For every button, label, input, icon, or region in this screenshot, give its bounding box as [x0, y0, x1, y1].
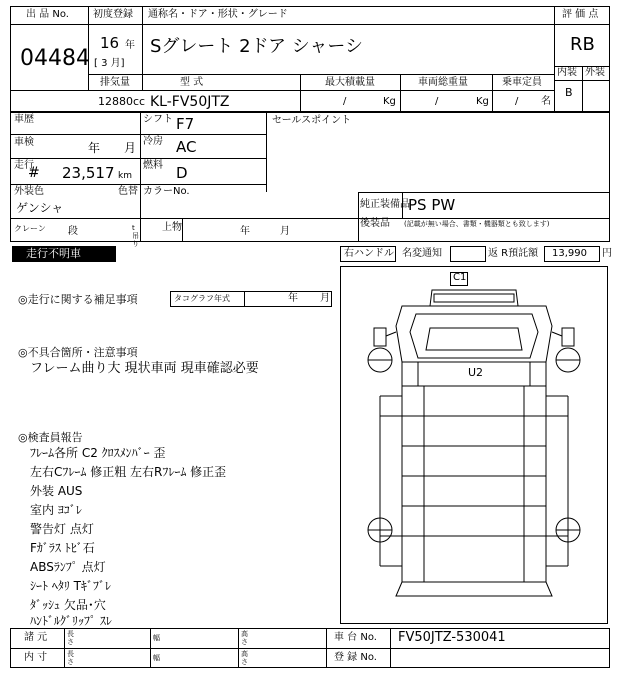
interior-grade: B [565, 86, 573, 99]
inspector-line: 外装 AUS [30, 484, 83, 498]
height-label: 高さ [241, 630, 248, 646]
inspector-line: ABSﾗﾝﾌﾟ 点灯 [30, 560, 106, 574]
crane-step-unit: 段 [68, 226, 78, 237]
inspector-line: 警告灯 点灯 [30, 522, 94, 536]
bed-month-unit: 月 [280, 226, 290, 237]
max-load-value: / [343, 96, 347, 107]
mileage-value: 23,517 [62, 164, 115, 182]
tachograph-label: タコグラフ年式 [174, 294, 230, 303]
mileage-label: 走行 [14, 160, 34, 171]
history-label: 車歴 [14, 114, 34, 125]
gross-weight-unit: Kg [476, 96, 489, 107]
width-label: 幅 [153, 634, 160, 642]
ext-color-label: 外装色 [14, 186, 44, 197]
ext-color-value: ゲンシャ [16, 201, 64, 215]
year-unit: 年 [125, 40, 135, 51]
reg-no-label: 登 録 No. [334, 652, 377, 663]
displacement-label: 排気量 [100, 77, 130, 88]
name-change-label: 名変通知 [402, 248, 442, 259]
ac-value: AC [176, 138, 197, 156]
standard-equip-value: PS PW [408, 196, 456, 214]
inspector-line: 左右Cﾌﾚｰﾑ 修正粗 左右Rﾌﾚｰﾑ 修正歪 [30, 465, 227, 479]
sales-point-label: セールスポイント [272, 115, 352, 126]
tacho-year-unit: 年 [288, 293, 298, 304]
crane-ton-unit: t 吊り [132, 224, 139, 248]
displacement-value: 12880 [98, 95, 133, 108]
model-name: Sグレート 2ドア シャーシ [150, 36, 364, 57]
inspection-label: 車検 [14, 137, 34, 148]
length-label: 長さ [67, 630, 74, 646]
model-code: KL-FV50JTZ [150, 94, 230, 110]
grade-label: 評 価 点 [562, 9, 599, 20]
shift-label: シフト [143, 114, 173, 125]
first-reg-label: 初度登録 [93, 9, 133, 20]
fuel-label: 燃料 [143, 160, 163, 171]
max-load-label: 最大積載量 [325, 77, 375, 88]
first-reg-year: 16 [100, 34, 120, 52]
unknown-mileage-text: 走行不明車 [26, 247, 81, 260]
first-reg-month: [ 3 月] [94, 58, 125, 69]
chassis-no-label: 車 台 No. [334, 632, 377, 643]
inspector-title: ◎検査員報告 [18, 431, 83, 444]
capacity-unit: 名 [541, 96, 551, 107]
capacity-label: 乗車定員 [502, 77, 542, 88]
aftermarket-note: (記載が無い場合、書類・機器類とも致します) [404, 220, 550, 228]
gross-weight-label: 車両総重量 [418, 77, 468, 88]
capacity-value: / [515, 96, 519, 107]
ac-label: 冷房 [143, 136, 163, 147]
displacement-unit: cc [133, 95, 146, 108]
inspection-year-unit: 年 [88, 141, 101, 155]
mileage-mark: # [28, 165, 40, 181]
model-header-label: 通称名・ドア・形状・グレード [148, 9, 288, 20]
bed-year-unit: 年 [240, 226, 250, 237]
chassis-no-value: FV50JTZ-530041 [398, 630, 506, 645]
max-load-unit: Kg [383, 96, 396, 107]
color-code-label: 色替 [118, 186, 138, 197]
length-label-2: 長さ [67, 650, 74, 666]
code-c1: C1 [453, 272, 467, 283]
lot-label: 出 品 No. [26, 9, 69, 20]
color-no-label: カラーNo. [143, 186, 190, 197]
code-u2: U2 [468, 366, 484, 379]
standard-equip-label: 純正装備品 [360, 199, 410, 210]
name-change-box [450, 246, 486, 262]
defects-title: ◎不具合箇所・注意事項 [18, 346, 138, 359]
deposit-value: 13,990 [552, 248, 587, 259]
model-code-label: 型 式 [180, 77, 204, 88]
deposit-unit: 円 [602, 248, 612, 259]
dims-label: 諸 元 [24, 632, 48, 643]
shift-value: F7 [176, 115, 195, 133]
defects-text: フレーム曲り大 現状車両 現車確認必要 [30, 361, 259, 376]
inspector-line: ﾀﾞｯｼｭ 欠品･穴 [30, 598, 106, 612]
inspector-line: Fｶﾞﾗｽ ﾄﾋﾞ石 [30, 541, 95, 555]
inspector-line: ﾌﾚｰﾑ各所 C2 ｸﾛｽﾒﾝﾊﾞｰ 歪 [30, 446, 166, 460]
inspection-month-unit: 月 [124, 141, 137, 155]
inspector-line: 室内 ﾖｺﾞﾚ [30, 503, 82, 517]
driving-notes-title: ◎走行に関する補足事項 [18, 293, 138, 306]
truck-diagram [340, 266, 608, 624]
mileage-unit: km [118, 171, 132, 181]
gross-weight-value: / [435, 96, 439, 107]
rhd-label: 右ハンドル [344, 248, 394, 259]
inspector-line: ｼｰﾄ ﾍﾀﾘ Tｷﾞﾌﾞﾚ [30, 579, 111, 593]
interior-label: 内装 [557, 67, 577, 78]
aftermarket-label: 後装品 [360, 218, 390, 229]
lot-number: 04484 [20, 46, 90, 71]
width-label-2: 幅 [153, 654, 160, 662]
height-label-2: 高さ [241, 650, 248, 666]
tacho-month-unit: 月 [320, 293, 330, 304]
exterior-label: 外装 [585, 67, 605, 78]
crane-label: クレーン [14, 224, 46, 233]
deposit-label: 返 R預託額 [488, 248, 539, 259]
inspector-line: ﾊﾝﾄﾞﾙｸﾞﾘｯﾌﾟ ｽﾚ [30, 614, 112, 628]
bed-label: 上物 [162, 222, 182, 233]
inner-dims-label: 内 寸 [24, 652, 48, 663]
grade-value: RB [570, 34, 595, 55]
fuel-value: D [176, 164, 188, 182]
